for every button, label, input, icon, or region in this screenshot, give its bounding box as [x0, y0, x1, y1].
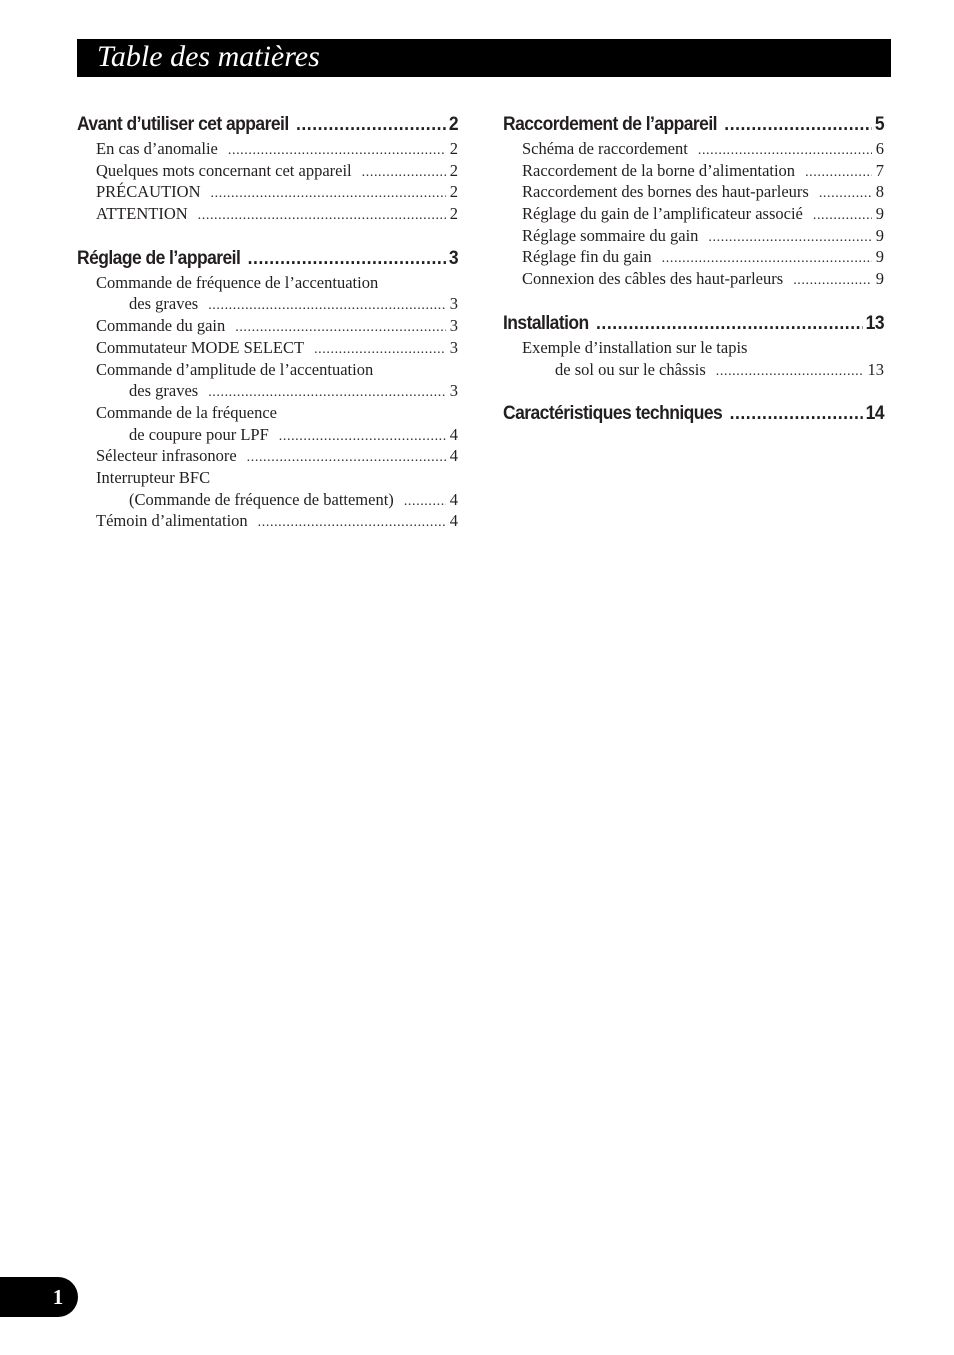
toc-entry[interactable] [503, 181, 884, 203]
toc-entry[interactable] [503, 160, 884, 182]
entry-title: Commande de la fréquence [96, 402, 277, 422]
leader-dots [208, 295, 446, 317]
entry-page-number: 3 [449, 316, 458, 336]
toc-entry[interactable] [77, 293, 458, 315]
toc-entry[interactable] [77, 181, 458, 203]
entry-title: Réglage sommaire du gain [522, 225, 699, 245]
leader-dots [247, 447, 446, 469]
section-page-number: 3 [448, 247, 459, 269]
entry-title: Commande de fréquence de l’accentuation [96, 272, 379, 292]
toc-entry[interactable] [77, 138, 458, 160]
page-number: 1 [52, 1285, 64, 1309]
toc-section-heading[interactable] [503, 311, 884, 337]
toc-entry[interactable] [77, 272, 458, 294]
section-page-number: 13 [865, 312, 885, 334]
leader-dots [211, 183, 446, 205]
toc-column-left [77, 112, 458, 553]
entry-page-number: 4 [449, 424, 458, 444]
toc-entry[interactable] [77, 359, 458, 381]
section-title: Réglage de l’appareil [77, 247, 241, 269]
entry-title: Témoin d’alimentation [96, 511, 248, 531]
leader-dots [793, 270, 872, 292]
toc-section [503, 311, 884, 380]
title-bar [77, 39, 891, 77]
leader-dots [596, 311, 863, 337]
toc-entry[interactable] [503, 268, 884, 290]
entry-page-number: 6 [875, 139, 884, 158]
entry-title: Raccordement des bornes des haut-parleurs [522, 182, 809, 202]
leader-dots [813, 205, 872, 227]
leader-dots [235, 317, 446, 339]
entry-title: des graves [129, 381, 199, 401]
entry-page-number: 9 [875, 247, 884, 267]
leader-dots [362, 162, 446, 184]
toc-section-heading[interactable] [77, 246, 458, 272]
entry-page-number: 9 [875, 269, 884, 289]
toc-entry[interactable] [77, 402, 458, 424]
leader-dots [314, 339, 446, 361]
entry-page-number: 3 [449, 381, 458, 401]
entry-page-number: 3 [449, 294, 458, 314]
toc-section [77, 246, 458, 532]
section-title: Caractéristiques techniques [503, 403, 723, 425]
toc-entry[interactable] [503, 138, 884, 160]
entry-title: En cas d’anomalie [96, 139, 218, 158]
leader-dots [805, 162, 872, 184]
entry-title: des graves [129, 294, 199, 314]
entry-title: Commutateur MODE SELECT [96, 337, 305, 357]
toc-section [77, 112, 458, 225]
entry-page-number: 8 [875, 182, 884, 202]
toc-section [503, 112, 884, 290]
entry-title: Raccordement de la borne d’alimentation [522, 160, 796, 180]
leader-dots [258, 512, 446, 534]
toc-section-heading[interactable] [77, 112, 458, 138]
section-page-number: 14 [865, 403, 885, 425]
entry-page-number: 7 [875, 160, 884, 180]
leader-dots [730, 401, 863, 427]
section-title: Installation [503, 312, 589, 334]
page-title: Table des matières [97, 40, 320, 73]
entry-title: Réglage du gain de l’amplificateur associé [522, 204, 803, 224]
leader-dots [698, 140, 872, 162]
toc-section-heading[interactable] [503, 112, 884, 138]
toc-entry[interactable] [503, 246, 884, 268]
entry-page-number: 4 [449, 489, 458, 509]
toc-column-right [503, 112, 884, 448]
leader-dots [279, 426, 446, 448]
toc-entry[interactable] [77, 489, 458, 511]
toc-entry[interactable] [77, 467, 458, 489]
entry-title: ATTENTION [96, 204, 188, 224]
leader-dots [208, 382, 446, 404]
section-page-number: 5 [874, 114, 885, 135]
entry-page-number: 3 [449, 337, 458, 357]
toc-entry[interactable] [77, 424, 458, 446]
toc-section [503, 401, 884, 427]
entry-title: (Commande de fréquence de battement) [129, 489, 394, 509]
section-title: Raccordement de l’appareil [503, 114, 717, 135]
entry-title: Interrupteur BFC [96, 467, 211, 487]
section-page-number: 2 [448, 114, 459, 135]
entry-title: de sol ou sur le châssis [555, 359, 706, 379]
toc-entry[interactable] [77, 203, 458, 225]
leader-dots [716, 361, 864, 383]
entry-title: Connexion des câbles des haut-parleurs [522, 269, 784, 289]
toc-entry[interactable] [77, 380, 458, 402]
entry-page-number: 9 [875, 225, 884, 245]
page-number-tab [0, 1277, 78, 1317]
toc-entry[interactable] [77, 445, 458, 467]
entry-title: Commande du gain [96, 316, 226, 336]
leader-dots [708, 227, 871, 249]
entry-title: Exemple d’installation sur le tapis [522, 337, 748, 357]
leader-dots [228, 140, 446, 162]
toc-entry[interactable] [77, 160, 458, 182]
toc-entry[interactable] [503, 337, 884, 359]
entry-title: de coupure pour LPF [129, 424, 269, 444]
toc-entry[interactable] [77, 337, 458, 359]
leader-dots [724, 112, 872, 138]
entry-page-number: 9 [875, 204, 884, 224]
leader-dots [248, 246, 446, 272]
toc-entry[interactable] [503, 225, 884, 247]
toc-entry[interactable] [503, 203, 884, 225]
entry-title: Quelques mots concernant cet appareil [96, 160, 352, 180]
entry-page-number: 4 [449, 511, 458, 531]
toc-entry[interactable] [503, 359, 884, 381]
entry-page-number: 2 [449, 139, 458, 158]
toc-entry[interactable] [77, 510, 458, 532]
entry-page-number: 2 [449, 204, 458, 224]
leader-dots [819, 183, 872, 205]
section-title: Avant d’utiliser cet appareil [77, 114, 289, 135]
entry-page-number: 2 [449, 160, 458, 180]
toc-entry[interactable] [77, 315, 458, 337]
entry-title: PRÉCAUTION [96, 182, 201, 202]
entry-page-number: 13 [867, 359, 884, 379]
toc-section-heading[interactable] [503, 401, 884, 427]
leader-dots [296, 112, 446, 138]
leader-dots [404, 491, 446, 513]
entry-title: Sélecteur infrasonore [96, 446, 237, 466]
entry-page-number: 4 [449, 446, 458, 466]
entry-page-number: 2 [449, 182, 458, 202]
entry-title: Commande d’amplitude de l’accentuation [96, 359, 374, 379]
leader-dots [662, 248, 872, 270]
entry-title: Schéma de raccordement [522, 139, 688, 158]
entry-title: Réglage fin du gain [522, 247, 652, 267]
leader-dots [198, 205, 446, 227]
